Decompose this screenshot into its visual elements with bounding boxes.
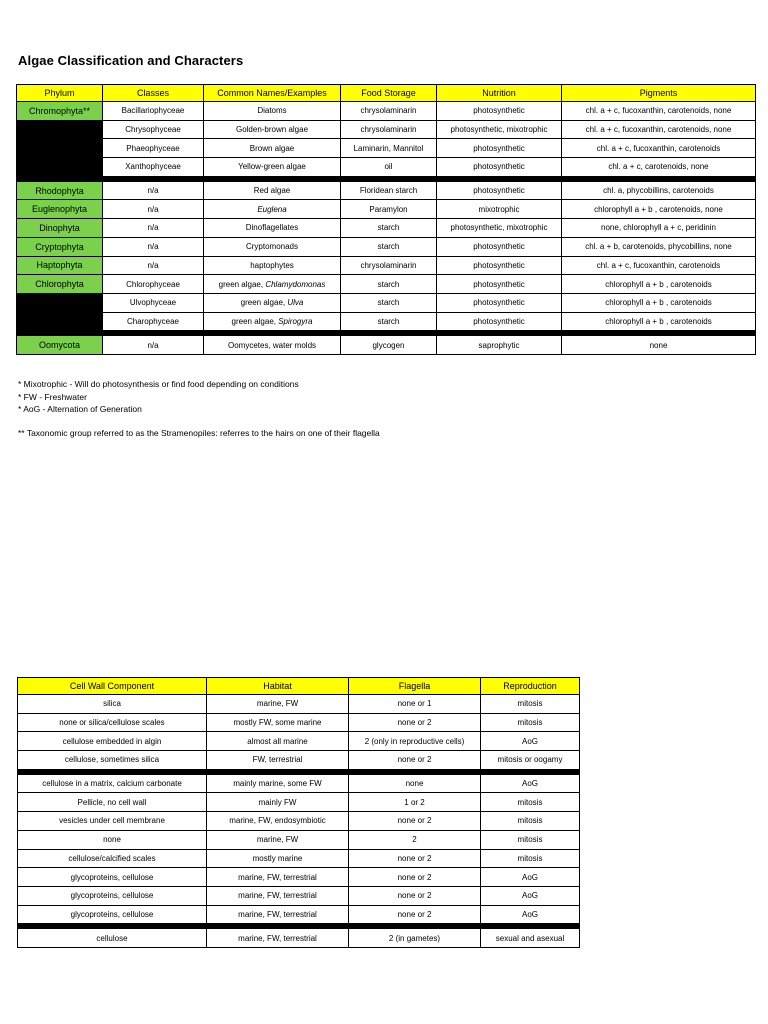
food-storage-cell: chrysolaminarin <box>341 120 437 139</box>
pigments-cell: chlorophyll a + b , carotenoids <box>562 293 756 312</box>
cell-wall-cell: glycoproteins, cellulose <box>18 868 207 887</box>
header-phylum: Phylum <box>17 85 103 102</box>
footnote-stramenopiles: ** Taxonomic group referred to as the Stramenopiles: referres to the hairs on one of their flagella <box>18 427 380 438</box>
table-row <box>17 237 756 256</box>
reproduction-cell: mitosis <box>481 793 580 812</box>
flagella-cell: none or 2 <box>349 868 481 887</box>
table-row <box>17 312 756 331</box>
reproduction-cell: mitosis <box>481 830 580 849</box>
class-cell: Xanthophyceae <box>103 158 204 177</box>
class-cell: n/a <box>103 237 204 256</box>
habitat-cell: FW, terrestrial <box>207 751 349 770</box>
habitat-cell: marine, FW <box>207 830 349 849</box>
flagella-cell: none or 2 <box>349 849 481 868</box>
nutrition-cell: photosynthetic <box>437 275 562 294</box>
header-nutrition: Nutrition <box>437 85 562 102</box>
nutrition-cell: mixotrophic <box>437 200 562 219</box>
table-row <box>17 181 756 200</box>
habitat-cell: mainly FW <box>207 793 349 812</box>
cell-wall-cell: cellulose/calcified scales <box>18 849 207 868</box>
nutrition-cell: photosynthetic <box>437 181 562 200</box>
common-name-cell: Yellow-green algae <box>204 158 341 177</box>
flagella-cell: 1 or 2 <box>349 793 481 812</box>
table-row <box>17 256 756 275</box>
nutrition-cell: photosynthetic <box>437 293 562 312</box>
nutrition-cell: photosynthetic <box>437 102 562 121</box>
food-storage-cell: chrysolaminarin <box>341 102 437 121</box>
pigments-cell: chlorophyll a + b , carotenoids <box>562 275 756 294</box>
common-name-cell: Euglena <box>204 200 341 219</box>
common-name-cell <box>204 293 341 312</box>
pigments-cell: chl. a + b, carotenoids, phycobillins, none <box>562 237 756 256</box>
food-storage-cell: chrysolaminarin <box>341 256 437 275</box>
phylum-cell: Dinophyta <box>17 219 103 238</box>
pigments-cell: chl. a + c, carotenoids, none <box>562 158 756 177</box>
cell-wall-cell: cellulose <box>18 929 207 948</box>
food-storage-cell: starch <box>341 312 437 331</box>
table-header-row <box>17 85 756 102</box>
table-row <box>18 793 580 812</box>
class-cell: n/a <box>103 200 204 219</box>
phylum-cell: Euglenophyta <box>17 200 103 219</box>
nutrition-cell: photosynthetic <box>437 256 562 275</box>
header-reproduction: Reproduction <box>481 678 580 695</box>
food-storage-cell: Paramylon <box>341 200 437 219</box>
cell-wall-cell: cellulose, sometimes silica <box>18 751 207 770</box>
table-row <box>18 732 580 751</box>
reproduction-cell: mitosis <box>481 849 580 868</box>
common-name-cell: Oomycetes, water molds <box>204 336 341 355</box>
reproduction-cell: AoG <box>481 774 580 793</box>
habitat-cell: marine, FW, terrestrial <box>207 929 349 948</box>
table-row <box>18 695 580 714</box>
algae-classification-table <box>16 84 756 355</box>
genus-name: Ulva <box>287 298 304 308</box>
flagella-cell: none or 1 <box>349 695 481 714</box>
footnotes <box>18 378 380 439</box>
habitat-cell: marine, FW, terrestrial <box>207 886 349 905</box>
phylum-cell: Haptophyta <box>17 256 103 275</box>
pigments-cell: chl. a + c, fucoxanthin, carotenoids <box>562 139 756 158</box>
class-cell: n/a <box>103 219 204 238</box>
table-row <box>18 886 580 905</box>
reproduction-cell: mitosis <box>481 812 580 831</box>
nutrition-cell: photosynthetic, mixotrophic <box>437 219 562 238</box>
habitat-cell: almost all marine <box>207 732 349 751</box>
table-row <box>18 905 580 924</box>
table-row <box>17 275 756 294</box>
class-cell: Chlorophyceae <box>103 275 204 294</box>
reproduction-cell: sexual and asexual <box>481 929 580 948</box>
phylum-cell: Chlorophyta <box>17 275 103 294</box>
flagella-cell: none or 2 <box>349 751 481 770</box>
table-row <box>18 929 580 948</box>
genus-name: Chlamydomonas <box>265 279 326 289</box>
page-title: Algae Classification and Characters <box>18 53 244 68</box>
habitat-cell: marine, FW, endosymbiotic <box>207 812 349 831</box>
common-name-cell: Brown algae <box>204 139 341 158</box>
flagella-cell: 2 (only in reproductive cells) <box>349 732 481 751</box>
phylum-cell <box>17 312 103 331</box>
reproduction-cell: mitosis <box>481 713 580 732</box>
flagella-cell: none or 2 <box>349 886 481 905</box>
pigments-cell: chl. a + c, fucoxanthin, carotenoids, none <box>562 120 756 139</box>
common-name-cell: Diatoms <box>204 102 341 121</box>
class-cell: Bacillariophyceae <box>103 102 204 121</box>
algae-characteristics-table <box>17 677 580 948</box>
footnote-aog: * AoG - Alternation of Generation <box>18 404 142 414</box>
table-header-row <box>18 678 580 695</box>
pigments-cell: none <box>562 336 756 355</box>
class-cell: n/a <box>103 181 204 200</box>
common-name-prefix: green algae, <box>218 279 266 289</box>
food-storage-cell: Floridean starch <box>341 181 437 200</box>
table-row <box>18 751 580 770</box>
pigments-cell: chl. a + c, fucoxanthin, carotenoids, none <box>562 102 756 121</box>
header-pigments: Pigments <box>562 85 756 102</box>
reproduction-cell: AoG <box>481 868 580 887</box>
pigments-cell: chl. a, phycobillins, carotenoids <box>562 181 756 200</box>
class-cell: n/a <box>103 336 204 355</box>
food-storage-cell: starch <box>341 275 437 294</box>
table-row <box>17 293 756 312</box>
table-row <box>17 336 756 355</box>
common-name-cell: Dinoflagellates <box>204 219 341 238</box>
pigments-cell: chl. a + c, fucoxanthin, carotenoids <box>562 256 756 275</box>
nutrition-cell: photosynthetic <box>437 237 562 256</box>
table-row <box>17 120 756 139</box>
reproduction-cell: mitosis <box>481 695 580 714</box>
common-name-cell <box>204 312 341 331</box>
reproduction-cell: mitosis or oogamy <box>481 751 580 770</box>
flagella-cell: none <box>349 774 481 793</box>
nutrition-cell: photosynthetic <box>437 158 562 177</box>
phylum-cell: Cryptophyta <box>17 237 103 256</box>
common-name-cell: haptophytes <box>204 256 341 275</box>
class-cell: n/a <box>103 256 204 275</box>
common-name-prefix: green algae, <box>231 316 279 326</box>
cell-wall-cell: glycoproteins, cellulose <box>18 905 207 924</box>
nutrition-cell: photosynthetic, mixotrophic <box>437 120 562 139</box>
food-storage-cell: starch <box>341 293 437 312</box>
cell-wall-cell: none <box>18 830 207 849</box>
header-habitat: Habitat <box>207 678 349 695</box>
habitat-cell: marine, FW, terrestrial <box>207 868 349 887</box>
pigments-cell: none, chlorophyll a + c, peridinin <box>562 219 756 238</box>
nutrition-cell: photosynthetic <box>437 312 562 331</box>
reproduction-cell: AoG <box>481 886 580 905</box>
table-row <box>18 830 580 849</box>
food-storage-cell: oil <box>341 158 437 177</box>
header-flagella: Flagella <box>349 678 481 695</box>
class-cell: Ulvophyceae <box>103 293 204 312</box>
habitat-cell: mostly FW, some marine <box>207 713 349 732</box>
table-row <box>17 219 756 238</box>
cell-wall-cell: none or silica/cellulose scales <box>18 713 207 732</box>
flagella-cell: 2 <box>349 830 481 849</box>
cell-wall-cell: Pellicle, no cell wall <box>18 793 207 812</box>
table-row <box>18 713 580 732</box>
habitat-cell: marine, FW <box>207 695 349 714</box>
table-row <box>18 774 580 793</box>
food-storage-cell: Laminarin, Mannitol <box>341 139 437 158</box>
genus-name: Spirogyra <box>278 316 313 326</box>
reproduction-cell: AoG <box>481 732 580 751</box>
cell-wall-cell: cellulose embedded in algin <box>18 732 207 751</box>
habitat-cell: marine, FW, terrestrial <box>207 905 349 924</box>
nutrition-cell: saprophytic <box>437 336 562 355</box>
class-cell: Charophyceae <box>103 312 204 331</box>
cell-wall-cell: cellulose in a matrix, calcium carbonate <box>18 774 207 793</box>
common-name-prefix: green algae, <box>240 298 288 308</box>
flagella-cell: none or 2 <box>349 713 481 732</box>
footnote-fw: * FW - Freshwater <box>18 391 87 402</box>
table-row <box>18 849 580 868</box>
food-storage-cell: starch <box>341 237 437 256</box>
food-storage-cell: starch <box>341 219 437 238</box>
common-name-cell <box>204 275 341 294</box>
flagella-cell: none or 2 <box>349 812 481 831</box>
table-row <box>18 812 580 831</box>
phylum-cell: Chromophyta** <box>17 102 103 121</box>
footnote-mixotrophic: * Mixotrophic - Will do photosynthesis or find food depending on conditions <box>18 379 299 389</box>
header-food-storage: Food Storage <box>341 85 437 102</box>
cell-wall-cell: glycoproteins, cellulose <box>18 886 207 905</box>
table-row <box>17 139 756 158</box>
habitat-cell: mainly marine, some FW <box>207 774 349 793</box>
header-cell-wall: Cell Wall Component <box>18 678 207 695</box>
phylum-cell <box>17 139 103 158</box>
table-row <box>18 868 580 887</box>
flagella-cell: none or 2 <box>349 905 481 924</box>
reproduction-cell: AoG <box>481 905 580 924</box>
phylum-cell <box>17 293 103 312</box>
header-classes: Classes <box>103 85 204 102</box>
food-storage-cell: glycogen <box>341 336 437 355</box>
phylum-cell <box>17 120 103 139</box>
common-name-cell: Red algae <box>204 181 341 200</box>
nutrition-cell: photosynthetic <box>437 139 562 158</box>
cell-wall-cell: silica <box>18 695 207 714</box>
pigments-cell: chlorophyll a + b , carotenoids <box>562 312 756 331</box>
table-row <box>17 200 756 219</box>
phylum-cell: Rhodophyta <box>17 181 103 200</box>
phylum-cell <box>17 158 103 177</box>
habitat-cell: mostly marine <box>207 849 349 868</box>
table-row <box>17 158 756 177</box>
common-name-cell: Cryptomonads <box>204 237 341 256</box>
pigments-cell: chlorophyll a + b , carotenoids, none <box>562 200 756 219</box>
common-name-cell: Golden-brown algae <box>204 120 341 139</box>
class-cell: Chrysophyceae <box>103 120 204 139</box>
cell-wall-cell: vesicles under cell membrane <box>18 812 207 831</box>
header-common-names: Common Names/Examples <box>204 85 341 102</box>
table-row <box>17 102 756 121</box>
class-cell: Phaeophyceae <box>103 139 204 158</box>
phylum-cell: Oomycota <box>17 336 103 355</box>
flagella-cell: 2 (in gametes) <box>349 929 481 948</box>
